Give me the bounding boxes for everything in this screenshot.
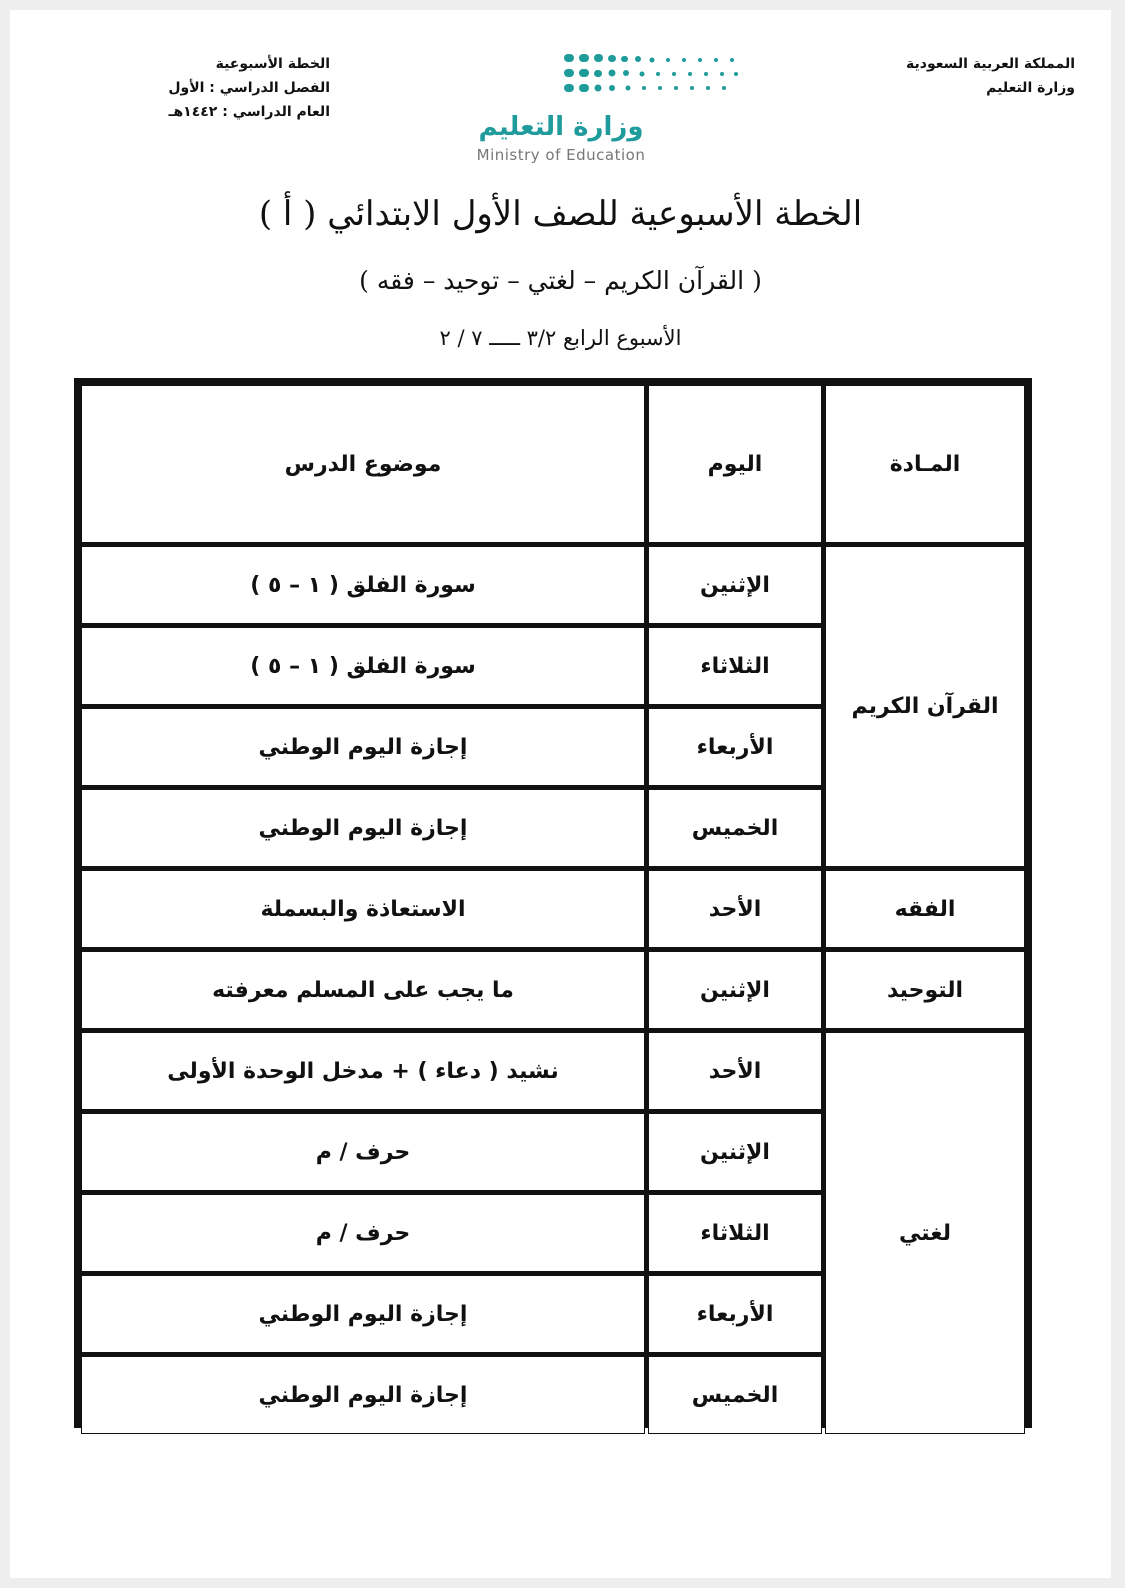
topic-cell: إجازة اليوم الوطني <box>81 1356 645 1434</box>
day-cell: الأربعاء <box>648 708 822 786</box>
header-right <box>906 52 1075 100</box>
topic-cell: سورة الفلق ( ١ – ٥ ) <box>81 546 645 624</box>
table-row <box>81 546 1025 624</box>
table-row <box>81 951 1025 1029</box>
subject-cell-fiqh: الفقه <box>825 870 1025 948</box>
header-subject: المـادة <box>825 385 1025 543</box>
plan-label: الخطة الأسبوعية <box>215 56 330 72</box>
ministry-logo <box>446 40 746 170</box>
day-cell: الخميس <box>648 789 822 867</box>
logo-dots-icon <box>446 40 746 110</box>
subject-cell-lughati: لغتي <box>825 1032 1025 1434</box>
day-cell: الأحد <box>648 1032 822 1110</box>
day-cell: الأربعاء <box>648 1275 822 1353</box>
day-cell: الثلاثاء <box>648 627 822 705</box>
topic-cell: ما يجب على المسلم معرفته <box>81 951 645 1029</box>
document-page <box>10 10 1111 1578</box>
day-cell: الإثنين <box>648 951 822 1029</box>
table-row <box>81 870 1025 948</box>
day-cell: الأحد <box>648 870 822 948</box>
day-cell: الإثنين <box>648 1113 822 1191</box>
table-row <box>81 1032 1025 1110</box>
header-day: اليوم <box>648 385 822 543</box>
semester-label: الفصل الدراسي : الأول <box>168 80 330 96</box>
header-topic: موضوع الدرس <box>81 385 645 543</box>
academic-year-label: العام الدراسي : ١٤٤٢هـ <box>168 104 330 120</box>
subject-cell-tawhid: التوحيد <box>825 951 1025 1029</box>
day-cell: الثلاثاء <box>648 1194 822 1272</box>
subjects-subtitle: ( القرآن الكريم – لغتي – توحيد – فقه ) <box>359 266 762 295</box>
subject-cell-quran: القرآن الكريم <box>825 546 1025 867</box>
topic-cell: حرف / م <box>81 1194 645 1272</box>
topic-cell: إجازة اليوم الوطني <box>81 789 645 867</box>
country-name: المملكة العربية السعودية <box>906 56 1075 72</box>
week-range: الأسبوع الرابع ٣/٢ ـــــ ٧ / ٢ <box>439 326 682 350</box>
topic-cell: سورة الفلق ( ١ – ٥ ) <box>81 627 645 705</box>
topic-cell: حرف / م <box>81 1113 645 1191</box>
topic-cell: إجازة اليوم الوطني <box>81 1275 645 1353</box>
table-header-row <box>81 385 1025 543</box>
topic-cell: إجازة اليوم الوطني <box>81 708 645 786</box>
day-cell: الخميس <box>648 1356 822 1434</box>
day-cell: الإثنين <box>648 546 822 624</box>
page-title: الخطة الأسبوعية للصف الأول الابتدائي ( أ ) <box>258 194 863 234</box>
header-left <box>140 52 330 124</box>
topic-cell: نشيد ( دعاء ) + مدخل الوحدة الأولى <box>81 1032 645 1110</box>
logo-english-text: Ministry of Education <box>476 146 646 164</box>
weekly-plan-table <box>74 378 1032 1428</box>
ministry-name: وزارة التعليم <box>986 80 1075 96</box>
logo-arabic-text: وزارة التعليم <box>478 112 644 142</box>
topic-cell: الاستعاذة والبسملة <box>81 870 645 948</box>
